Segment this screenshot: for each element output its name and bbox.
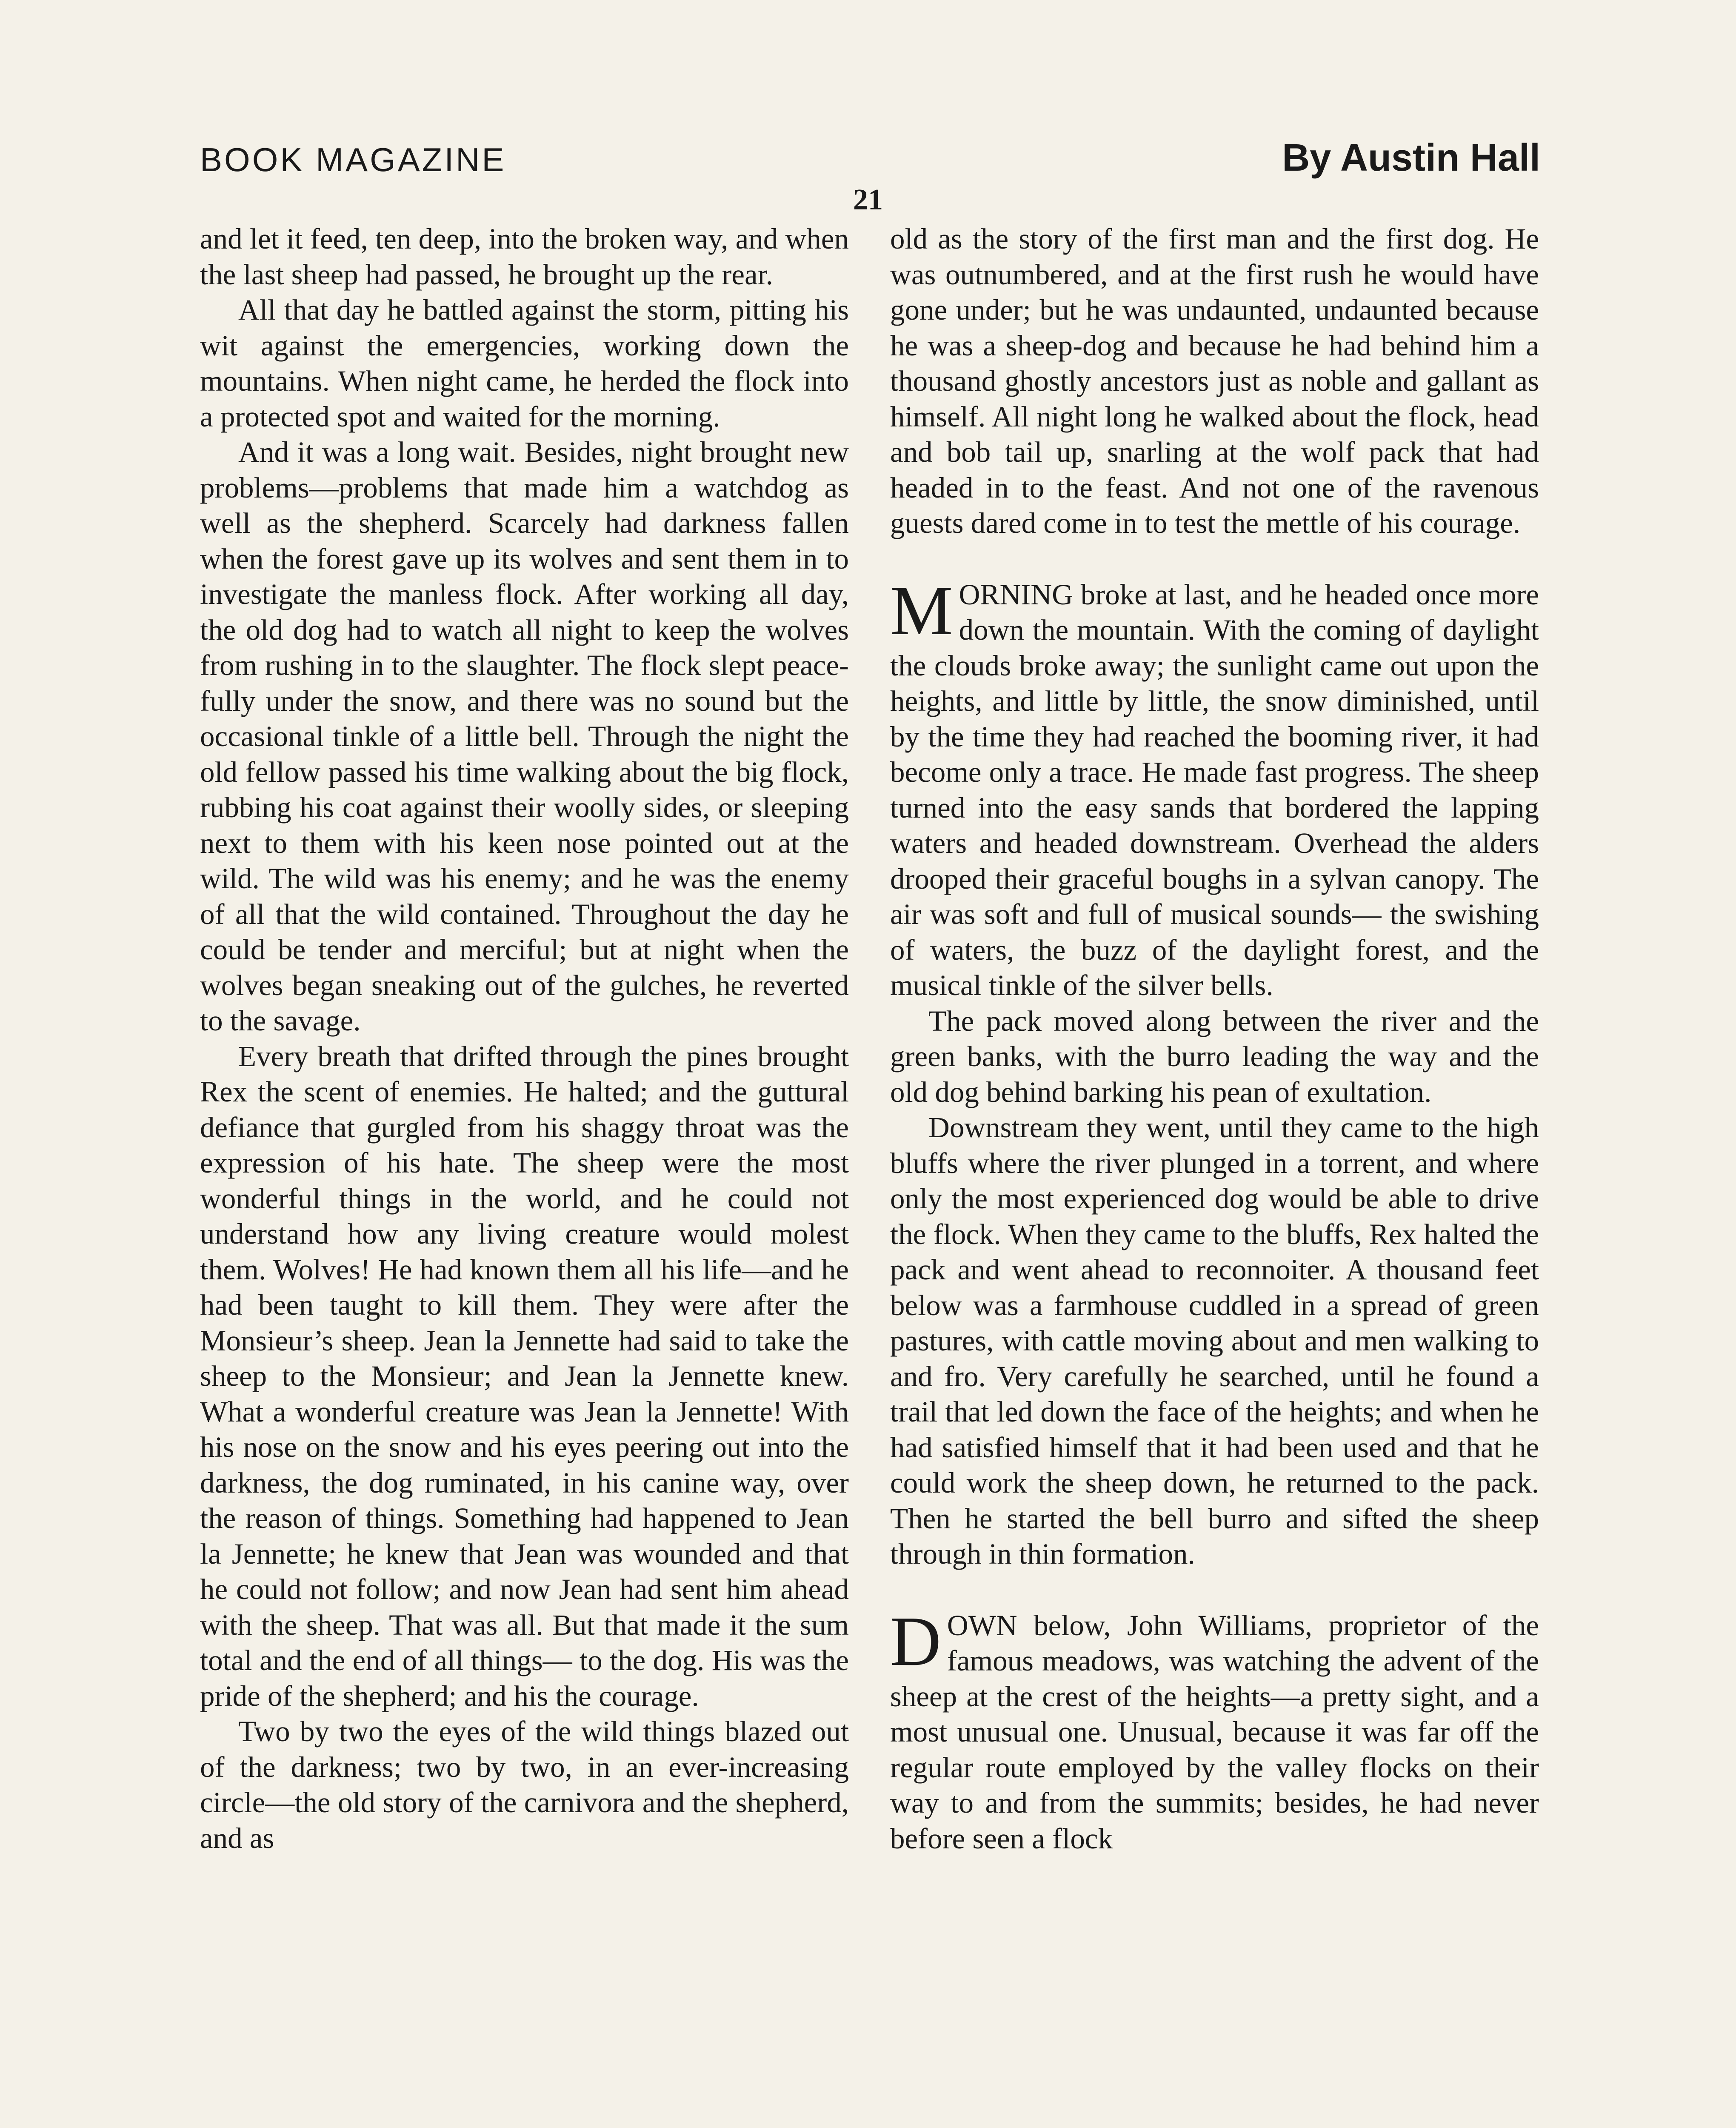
right-column xyxy=(890,221,1539,1856)
paragraph: And it was a long wait. Besides, night brought new problems—problems that made him a watchdog as well as the shepherd. Scarcely had darkness fallen when the forest gave up its wolves and sent them in to investigate the manless flock. After working all day, the old dog had to watch all night to keep the wolves from rushing in to the slaughter. The flock slept peacefully under the snow, and there was no sound but the occasional tinkle of a little bell. Through the night the old fellow passed his time walking about the big flock, rubbing his coat against their woolly sides, or sleeping next to them with his keen nose pointed out at the wild. The wild was his enemy; and he was the enemy of all that the wild contained. Throughout the day he could be tender and merciful; but at night when the wolves began sneaking out of the gulches, he reverted to the savage. xyxy=(200,436,849,1037)
paragraph-text: below, John Williams, proprietor of the famous meadows, was watching the advent of the sheep at the crest of the heights—a pretty sight, and a most unusual one. Unusual, because it was far off the regular route employed by the valley flocks on their way to and from the summits; besides, he had never before seen a flock xyxy=(890,1609,1539,1855)
paragraph: old as the story of the first man and the first dog. He was outnumbered, and at the first rush he would have gone under; but he was undaunted, undaunted because he was a sheep-dog and because he had behind him a thousand ghostly ancestors just as noble and gallant as himself. All night long he walked about the flock, head and bob tail up, snarling at the wolf pack that had headed in to the feast. And not one of the ravenous guests dared come in to test the mettle of his courage. xyxy=(890,223,1539,539)
section-opening-paragraph xyxy=(890,1602,1539,1857)
paragraph: and let it feed, ten deep, into the broken way, and when the last sheep had passed, he brought up the rear. xyxy=(200,223,849,291)
paragraph: All that day he battled against the storm, pitting his wit against the emergencies, working down the mountains. When night came, he herded the flock into a protected spot and waited for the morning. xyxy=(200,294,849,433)
lead-word: OWN xyxy=(947,1609,1017,1642)
paragraph: Two by two the eyes of the wild things blazed out of the darkness; two by two, in an ever-increasing circle—the old story of the carnivora and the shepherd, and as xyxy=(200,1715,849,1854)
author-byline: By Austin Hall xyxy=(1282,137,1540,179)
lead-word: ORNING xyxy=(959,578,1073,611)
section-opening-paragraph xyxy=(890,571,1539,1004)
section-break xyxy=(890,541,1539,577)
paragraph: The pack moved along between the river and the green banks, with the burro leading the way and the old dog behind barking his pean of exultation. xyxy=(890,1004,1539,1108)
drop-cap: D xyxy=(890,1602,941,1680)
section-break xyxy=(890,1572,1539,1608)
left-column xyxy=(200,221,849,1856)
page-number: 21 xyxy=(853,183,883,216)
paragraph: Downstream they went, until they came to the high bluffs where the river plunged in a torrent, and where only the most experienced dog would be able to drive the flock. When they came to the bluffs, Rex halted the pack and went ahead to reconnoiter. A thousand feet below was a farmhouse cuddled in a spread of green pastures, with cattle moving about and men walking to and fro. Very carefully he searched, until he found a trail that led down the face of the heights; and when he had satisfied himself that it had been used and that he could work the sheep down, he returned to the pack. Then he started the bell burro and sifted the sheep through in thin formation. xyxy=(890,1111,1539,1570)
paragraph-text: broke at last, and he headed once more down the mountain. With the coming of daylight the clouds broke away; the sunlight came out upon the heights, and little by little, the snow diminished, until by the time they had reached the booming river, it had become only a trace. He made fast progress. The sheep turned into the easy sands that bordered the lapping waters and headed downstream. Overhead the alders drooped their graceful boughs in a sylvan canopy. The air was soft and full of musical sounds— the swishing of waters, the buzz of the daylight forest, and the musical tinkle of the silver bells. xyxy=(890,578,1539,1001)
publication-name: BOOK MAGAZINE xyxy=(200,141,506,178)
paragraph: Every breath that drifted through the pines brought Rex the scent of enemies. He halted; and the guttural defiance that gurgled from his shaggy throat was the expression of his hate. The sheep were the most wonderful things in the world, and he could not understand how any living creature would molest them. Wolves! He had known them all his life—and he had been taught to kill them. They were after the Monsieur’s sheep. Jean la Jennette had said to take the sheep to the Monsieur; and Jean la Jennette knew. What a wonderful creature was Jean la Jennette! With his nose on the snow and his eyes peering out into the darkness, the dog ruminated, in his canine way, over the reason of things. Something had happened to Jean la Jennette; he knew that Jean was wounded and that he could not follow; and now Jean had sent him ahead with the sheep. That was all. But that made it the sum total and the end of all things— to the dog. His was the pride of the shepherd; and his the courage. xyxy=(200,1040,849,1712)
drop-cap: M xyxy=(890,571,953,649)
